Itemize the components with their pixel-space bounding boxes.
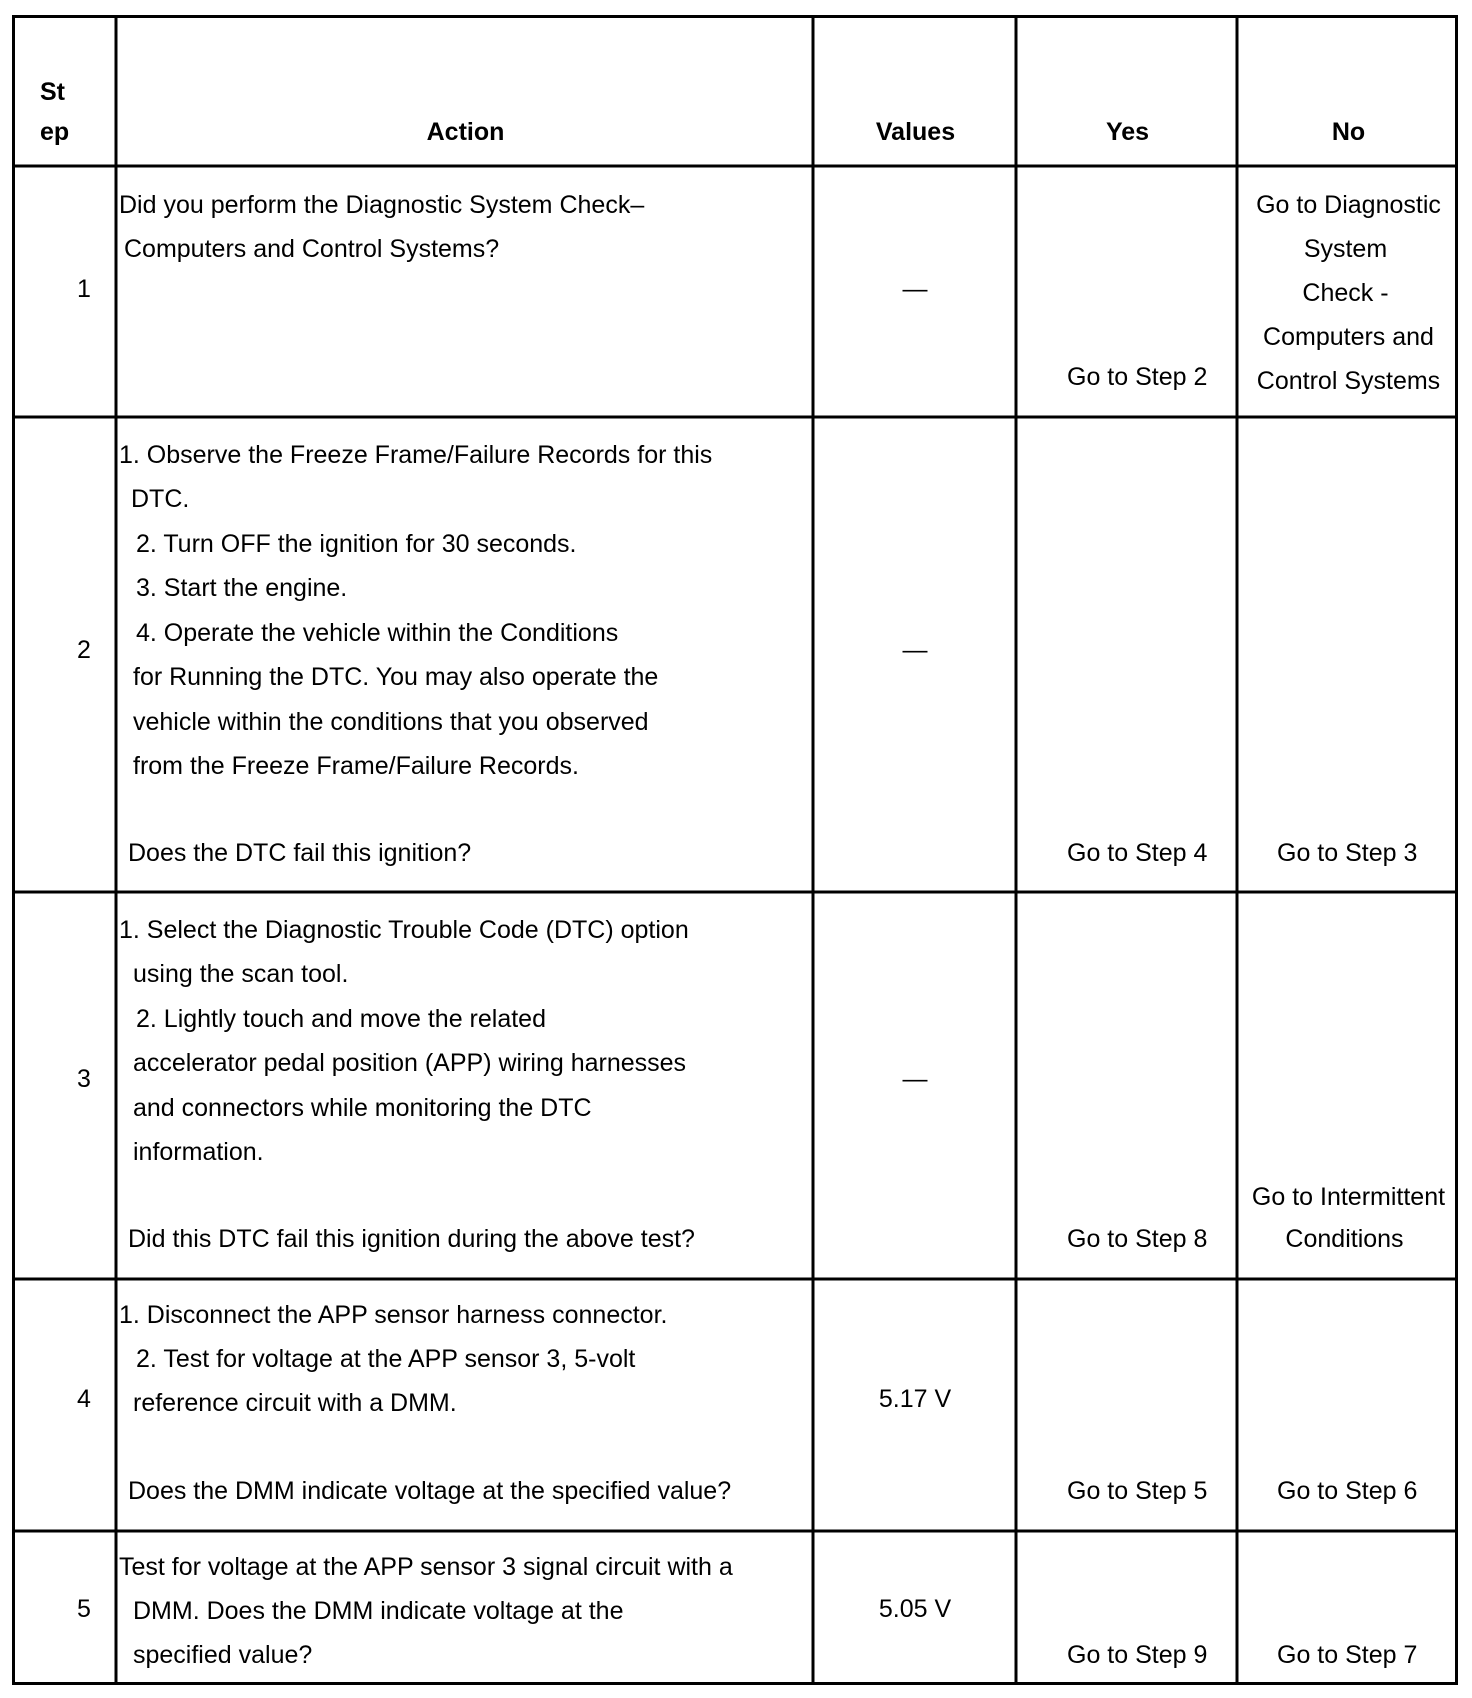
row4-action-line: reference circuit with a DMM. xyxy=(133,1389,457,1417)
row1-action-line: Computers and Control Systems? xyxy=(124,235,500,263)
row1-value: — xyxy=(902,275,928,303)
row3-action-line: 2. Lightly touch and move the related xyxy=(136,1005,546,1033)
row2-action-line: 3. Start the engine. xyxy=(136,574,348,602)
row5-no: Go to Step 7 xyxy=(1277,1641,1418,1669)
row2-action-line: 1. Observe the Freeze Frame/Failure Records for this xyxy=(119,441,713,469)
row1-no-line: Computers and xyxy=(1263,323,1434,351)
row5-step: 5 xyxy=(77,1595,91,1623)
row3-action-line: accelerator pedal position (APP) wiring harnesses xyxy=(133,1049,687,1077)
row3-step: 3 xyxy=(77,1065,91,1093)
row1-step: 1 xyxy=(77,275,91,303)
header-no: No xyxy=(1331,118,1366,146)
row2-action-line: for Running the DTC. You may also operate the xyxy=(133,663,659,691)
row2-action-line: vehicle within the conditions that you observed xyxy=(133,708,649,736)
row5-value: 5.05 V xyxy=(878,1595,952,1623)
row2-action-question: Does the DTC fail this ignition? xyxy=(128,839,472,867)
row3-action-line: using the scan tool. xyxy=(133,960,349,988)
row3-no-line: Conditions xyxy=(1285,1225,1404,1253)
row2-yes: Go to Step 4 xyxy=(1067,839,1208,867)
row2-value: — xyxy=(902,636,928,664)
row2-action-line: from the Freeze Frame/Failure Records. xyxy=(133,752,579,780)
row4-no: Go to Step 6 xyxy=(1277,1477,1418,1505)
row1-no-line: Control Systems xyxy=(1256,367,1441,395)
diagnostic-table xyxy=(12,15,1458,1685)
row4-value: 5.17 V xyxy=(878,1385,952,1413)
row5-action-line: Test for voltage at the APP sensor 3 signal circuit with a xyxy=(119,1553,733,1581)
header-values: Values xyxy=(875,118,956,146)
row4-yes: Go to Step 5 xyxy=(1067,1477,1208,1505)
row2-step: 2 xyxy=(77,636,91,664)
row2-action-line: 2. Turn OFF the ignition for 30 seconds. xyxy=(136,530,577,558)
row1-no-line: System xyxy=(1303,235,1388,263)
row3-action-line: information. xyxy=(133,1138,264,1166)
row4-action-line: 1. Disconnect the APP sensor harness connector. xyxy=(119,1301,668,1329)
row4-action-line: 2. Test for voltage at the APP sensor 3, 5-volt xyxy=(136,1345,636,1373)
row5-action-line: DMM. Does the DMM indicate voltage at the xyxy=(133,1597,624,1625)
row5-yes: Go to Step 9 xyxy=(1067,1641,1208,1669)
row1-action-line: Did you perform the Diagnostic System Check– xyxy=(119,191,645,219)
row3-action-line: and connectors while monitoring the DTC xyxy=(133,1094,592,1122)
row5-action-line: specified value? xyxy=(133,1641,313,1669)
row3-value: — xyxy=(902,1065,928,1093)
row2-action-line: 4. Operate the vehicle within the Conditions xyxy=(136,619,619,647)
row1-no-line: Check - xyxy=(1302,279,1389,307)
row3-yes: Go to Step 8 xyxy=(1067,1225,1208,1253)
row4-step: 4 xyxy=(77,1385,91,1413)
row1-yes: Go to Step 2 xyxy=(1067,363,1208,391)
header-step-line2: ep xyxy=(40,118,70,146)
row3-action-question: Did this DTC fail this ignition during the above test? xyxy=(128,1225,695,1253)
row2-no: Go to Step 3 xyxy=(1277,839,1418,867)
row2-action-line: DTC. xyxy=(131,485,190,513)
header-step-line1: St xyxy=(40,78,65,106)
row4-action-question: Does the DMM indicate voltage at the specified value? xyxy=(128,1477,732,1505)
row1-no-line: Go to Diagnostic xyxy=(1256,191,1441,219)
row3-no-line: Go to Intermittent xyxy=(1251,1183,1446,1211)
header-action: Action xyxy=(426,118,505,146)
row3-action-line: 1. Select the Diagnostic Trouble Code (DTC) option xyxy=(119,916,689,944)
header-yes: Yes xyxy=(1105,118,1150,146)
